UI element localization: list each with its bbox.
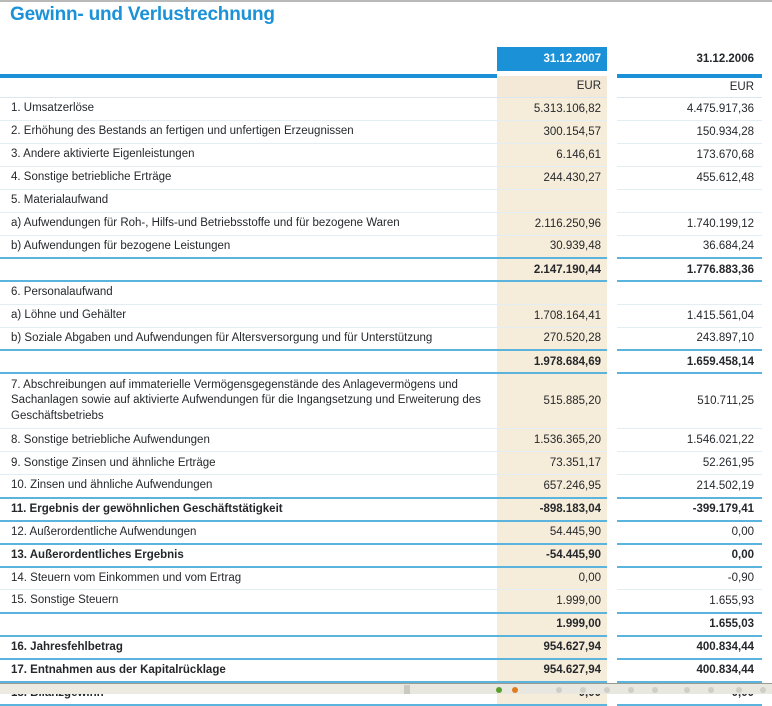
table-row xyxy=(0,373,772,429)
row-column-gap xyxy=(607,166,617,189)
row-column-gap xyxy=(607,212,617,235)
tray-icon-7[interactable] xyxy=(708,687,714,693)
row-label xyxy=(0,613,497,636)
row-column-gap xyxy=(607,235,617,258)
row-column-gap xyxy=(607,281,617,304)
row-right-pad xyxy=(762,521,772,544)
table-row xyxy=(0,189,772,212)
row-column-gap xyxy=(607,97,617,120)
row-column-gap xyxy=(607,659,617,682)
row-label: 17. Entnahmen aus der Kapitalrücklage xyxy=(0,659,497,682)
row-value-2006: 150.934,28 xyxy=(617,120,762,143)
table-row xyxy=(0,636,772,659)
row-value-2006: 1.546.021,22 xyxy=(617,429,762,452)
row-label: 12. Außerordentliche Aufwendungen xyxy=(0,521,497,544)
row-value-2007: -54.445,90 xyxy=(497,544,607,567)
row-value-2007: 5.313.106,82 xyxy=(497,97,607,120)
row-right-pad xyxy=(762,281,772,304)
row-value-2006: 214.502,19 xyxy=(617,475,762,498)
table-row xyxy=(0,429,772,452)
row-column-gap xyxy=(607,429,617,452)
row-value-2007: 1.999,00 xyxy=(497,590,607,613)
row-right-pad xyxy=(762,166,772,189)
row-value-2006: 510.711,25 xyxy=(617,373,762,429)
row-value-2006: 36.684,24 xyxy=(617,235,762,258)
row-value-2006: 1.655,93 xyxy=(617,590,762,613)
row-column-gap xyxy=(607,567,617,590)
row-right-pad xyxy=(762,97,772,120)
row-column-gap xyxy=(607,498,617,521)
row-value-2007 xyxy=(497,281,607,304)
table-row xyxy=(0,166,772,189)
row-label: 9. Sonstige Zinsen und ähnliche Erträge xyxy=(0,452,497,475)
row-label: 10. Zinsen und ähnliche Aufwendungen xyxy=(0,475,497,498)
row-value-2006: -399.179,41 xyxy=(617,498,762,521)
tray-icon-1[interactable] xyxy=(556,687,562,693)
table-row xyxy=(0,567,772,590)
row-right-pad xyxy=(762,613,772,636)
row-label: 11. Ergebnis der gewöhnlichen Geschäftstätigkeit xyxy=(0,498,497,521)
currency-gap xyxy=(607,76,617,97)
row-right-pad xyxy=(762,659,772,682)
currency-row xyxy=(0,76,772,97)
row-value-2006: 1.655,03 xyxy=(617,613,762,636)
row-column-gap xyxy=(607,143,617,166)
table-row xyxy=(0,120,772,143)
row-value-2007: 1.999,00 xyxy=(497,613,607,636)
tray-icon-9[interactable] xyxy=(760,687,766,693)
row-right-pad xyxy=(762,544,772,567)
row-right-pad xyxy=(762,567,772,590)
row-value-2006: 1.740.199,12 xyxy=(617,212,762,235)
table-row xyxy=(0,304,772,327)
row-value-2007: 2.147.190,44 xyxy=(497,258,607,281)
row-value-2007: 244.430,27 xyxy=(497,166,607,189)
tray-icon-6[interactable] xyxy=(684,687,690,693)
tray-icon-4[interactable] xyxy=(628,687,634,693)
row-label: 3. Andere aktivierte Eigenleistungen xyxy=(0,143,497,166)
currency-label xyxy=(0,76,497,97)
table-row xyxy=(0,452,772,475)
row-right-pad xyxy=(762,373,772,429)
row-label xyxy=(0,350,497,373)
currency-2007: EUR xyxy=(497,76,607,97)
tray-icon-orange[interactable] xyxy=(512,687,518,693)
row-value-2007: 300.154,57 xyxy=(497,120,607,143)
tray-icon-3[interactable] xyxy=(604,687,610,693)
row-right-pad xyxy=(762,636,772,659)
column-header-2007: 31.12.2007 xyxy=(497,47,607,71)
row-label: 7. Abschreibungen auf immaterielle Vermögensgegenstände des Anlagevermögens und Sachanlagen sowie auf aktivierte Aufwendungen für die Ingangsetzung und Erweiterung des Geschäftsbetriebs xyxy=(0,373,497,429)
table-header-row xyxy=(0,47,772,71)
row-value-2006: 1.415.561,04 xyxy=(617,304,762,327)
row-value-2007: 1.536.365,20 xyxy=(497,429,607,452)
row-value-2006 xyxy=(617,281,762,304)
row-column-gap xyxy=(607,521,617,544)
row-value-2006: 1.659.458,14 xyxy=(617,350,762,373)
row-right-pad xyxy=(762,189,772,212)
row-column-gap xyxy=(607,452,617,475)
row-value-2007: 657.246,95 xyxy=(497,475,607,498)
row-right-pad xyxy=(762,498,772,521)
row-label xyxy=(0,258,497,281)
row-right-pad xyxy=(762,327,772,350)
row-value-2006: 455.612,48 xyxy=(617,166,762,189)
table-row xyxy=(0,212,772,235)
tray-icon-8[interactable] xyxy=(736,687,742,693)
row-value-2007: 6.146,61 xyxy=(497,143,607,166)
table-row xyxy=(0,327,772,350)
table-row xyxy=(0,97,772,120)
row-column-gap xyxy=(607,327,617,350)
row-column-gap xyxy=(607,590,617,613)
row-label: 16. Jahresfehlbetrag xyxy=(0,636,497,659)
table-row xyxy=(0,235,772,258)
row-right-pad xyxy=(762,475,772,498)
table-row xyxy=(0,143,772,166)
currency-pad xyxy=(762,76,772,97)
row-label: 8. Sonstige betriebliche Aufwendungen xyxy=(0,429,497,452)
row-value-2006: 0,00 xyxy=(617,544,762,567)
row-right-pad xyxy=(762,235,772,258)
table-row xyxy=(0,590,772,613)
row-right-pad xyxy=(762,350,772,373)
row-label: 1. Umsatzerlöse xyxy=(0,97,497,120)
row-label: 6. Personalaufwand xyxy=(0,281,497,304)
row-value-2007: -898.183,04 xyxy=(497,498,607,521)
table-row xyxy=(0,498,772,521)
tray-icon-5[interactable] xyxy=(652,687,658,693)
row-right-pad xyxy=(762,258,772,281)
row-label: 2. Erhöhung des Bestands an fertigen und unfertigen Erzeugnissen xyxy=(0,120,497,143)
row-column-gap xyxy=(607,373,617,429)
row-label: 5. Materialaufwand xyxy=(0,189,497,212)
row-value-2007 xyxy=(497,189,607,212)
row-right-pad xyxy=(762,452,772,475)
row-value-2006: 400.834,44 xyxy=(617,659,762,682)
header-right-pad xyxy=(762,47,772,71)
row-column-gap xyxy=(607,636,617,659)
taskbar-sliver xyxy=(0,683,772,694)
table-row xyxy=(0,659,772,682)
profit-and-loss-table xyxy=(0,47,772,706)
row-column-gap xyxy=(607,120,617,143)
row-label: 13. Außerordentliches Ergebnis xyxy=(0,544,497,567)
row-value-2006: 4.475.917,36 xyxy=(617,97,762,120)
row-column-gap xyxy=(607,258,617,281)
row-value-2007: 2.116.250,96 xyxy=(497,212,607,235)
row-column-gap xyxy=(607,350,617,373)
header-gap xyxy=(607,47,617,71)
row-label: b) Soziale Abgaben und Aufwendungen für Altersversorgung und für Unterstützung xyxy=(0,327,497,350)
row-value-2007: 270.520,28 xyxy=(497,327,607,350)
column-header-2006: 31.12.2006 xyxy=(696,53,754,65)
row-value-2006 xyxy=(617,189,762,212)
row-label: a) Löhne und Gehälter xyxy=(0,304,497,327)
page-title: Gewinn- und Verlustrechnung xyxy=(10,4,275,25)
row-label: 15. Sonstige Steuern xyxy=(0,590,497,613)
row-right-pad xyxy=(762,429,772,452)
row-value-2007: 0,00 xyxy=(497,567,607,590)
row-column-gap xyxy=(607,475,617,498)
table-row xyxy=(0,258,772,281)
row-value-2007: 73.351,17 xyxy=(497,452,607,475)
row-label: 4. Sonstige betriebliche Erträge xyxy=(0,166,497,189)
table-row xyxy=(0,281,772,304)
row-value-2007: 54.445,90 xyxy=(497,521,607,544)
row-value-2007: 30.939,48 xyxy=(497,235,607,258)
table-row xyxy=(0,350,772,373)
row-value-2007: 1.978.684,69 xyxy=(497,350,607,373)
currency-2006: EUR xyxy=(617,76,762,97)
row-right-pad xyxy=(762,143,772,166)
start-button-sliver[interactable] xyxy=(404,685,410,694)
row-value-2006: 52.261,95 xyxy=(617,452,762,475)
row-right-pad xyxy=(762,120,772,143)
table-row xyxy=(0,475,772,498)
row-column-gap xyxy=(607,189,617,212)
row-column-gap xyxy=(607,304,617,327)
taskbar-background xyxy=(0,684,400,694)
row-value-2007: 515.885,20 xyxy=(497,373,607,429)
row-right-pad xyxy=(762,590,772,613)
row-value-2006: 173.670,68 xyxy=(617,143,762,166)
row-right-pad xyxy=(762,212,772,235)
row-label: a) Aufwendungen für Roh-, Hilfs-und Betriebsstoffe und für bezogene Waren xyxy=(0,212,497,235)
row-column-gap xyxy=(607,544,617,567)
header-label-spacer xyxy=(0,47,497,71)
row-value-2006: 243.897,10 xyxy=(617,327,762,350)
row-value-2007: 954.627,94 xyxy=(497,636,607,659)
tray-icon-green[interactable] xyxy=(496,687,502,693)
row-value-2006: -0,90 xyxy=(617,567,762,590)
row-label: b) Aufwendungen für bezogene Leistungen xyxy=(0,235,497,258)
row-value-2006: 1.776.883,36 xyxy=(617,258,762,281)
table-row xyxy=(0,613,772,636)
row-value-2006: 0,00 xyxy=(617,521,762,544)
row-label: 14. Steuern vom Einkommen und vom Ertrag xyxy=(0,567,497,590)
row-value-2006: 400.834,44 xyxy=(617,636,762,659)
row-value-2007: 1.708.164,41 xyxy=(497,304,607,327)
document-page xyxy=(0,2,772,694)
row-value-2007: 954.627,94 xyxy=(497,659,607,682)
row-right-pad xyxy=(762,304,772,327)
table-row xyxy=(0,521,772,544)
row-column-gap xyxy=(607,613,617,636)
table-row xyxy=(0,544,772,567)
tray-icon-2[interactable] xyxy=(580,687,586,693)
